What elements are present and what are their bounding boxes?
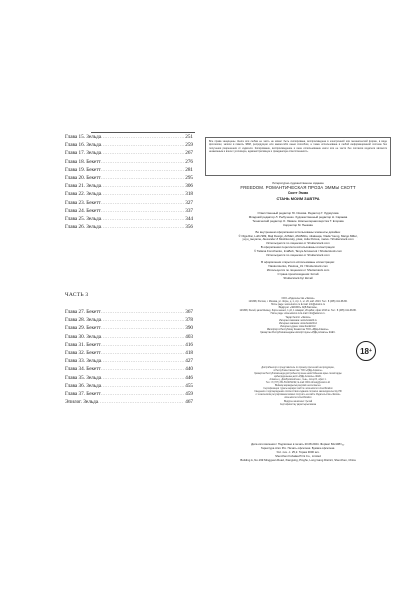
distribution-small-print — [205, 367, 391, 407]
toc-entry: Глава 27. Бекетт ..... 367 — [65, 308, 193, 316]
part-heading: ЧАСТЬ 3 — [65, 292, 89, 298]
toc-entry: Глава 22. Зельда ..... 318 — [65, 190, 193, 198]
toc-entry: Глава 32. Бекетт ..... 418 — [65, 349, 193, 357]
author-name: Скотт Эмма — [287, 190, 309, 195]
toc-entry: Глава 33. Зельда ..... 427 — [65, 357, 193, 365]
credit-line: © Olga Rai, Lutfi.r999, Maji Design, ArtMari, AM-Biblio, nikalauqa, Vlada Young, Margo Miller, — [238, 233, 358, 238]
credit-line: Во внутреннем оформлении использованы элементы дизайна: — [255, 229, 341, 234]
small-print-line: www.eksmo.ru/certification — [284, 397, 312, 400]
small-print-line: Сведения о подтверждении соответствия издания согласно законодательству РФ — [254, 391, 342, 394]
toc-entry: Глава 19. Бекетт ..... 281 — [65, 166, 193, 174]
toc-entry: Глава 25. Зельда ..... 344 — [65, 215, 193, 223]
toc-list-part3 — [65, 308, 193, 406]
toc-entry: Глава 34. Бекетт ..... 440 — [65, 365, 193, 373]
credits-block — [205, 212, 391, 281]
toc-entry: Эпилог. Зельда ..... 467 — [65, 398, 193, 406]
toc-entry: Глава 30. Зельда ..... 403 — [65, 333, 193, 341]
small-print-line: Өнімнің жарамдылық мерзімі шектелмеген. — [274, 385, 322, 388]
book-title: СТАНЬ МОИМ ЗАВТРА — [276, 195, 320, 201]
publisher-line: Тауар белгісі: «Эксмо» — [285, 315, 311, 319]
toc-entry: Глава 36. Зельда ..... 455 — [65, 382, 193, 390]
credit-line: Страна происхождения: Китай — [277, 271, 319, 276]
credit-line: © Tatiana Fomchenko, ImaBob, Tanya Antusenok / Shutterstock.com — [254, 249, 342, 254]
publisher-line: Импортёр в Республику Казахстан ТОО «РДЦ-Алматы». — [266, 327, 330, 331]
title-imprint — [205, 180, 391, 201]
credit-line: yuyu_taoyame, Alexander Z Moshkovsky, pisai, Julia Polova, matve / Shutterstock.com — [242, 237, 354, 242]
series-title: FREEDOM. РОМАНТИЧЕСКАЯ ПРОЗА ЭММЫ СКОТТ — [240, 185, 356, 190]
small-print-line: в Республике Казахстан: ТОО «РДЦ-Алматы» — [273, 370, 323, 373]
credit-line: Уlaskorotenko, Pavlova_31 / Shutterstock.com — [268, 263, 328, 268]
toc-entry: Глава 35. Зельда ..... 446 — [65, 374, 193, 382]
credit-line: Ответственный редактор Ю. Иохова. Редактор Г. Лудмухова — [257, 211, 339, 215]
credit-line: Shutterstock.by/ Китай — [283, 275, 313, 280]
toc-entry: Глава 26. Зельда ..... 356 — [65, 223, 193, 231]
credit-line: Технический редактор О. Лёвкин. Компьютерная верстка Т. Егорова — [252, 218, 344, 223]
small-print-line: Дистрибьютор и представитель по приему претензий на продукцию, — [261, 367, 335, 369]
toc-entry: Глава 37. Бекетт ..... 459 — [65, 390, 193, 398]
copyright-notice-box: Все права защищены. Книга или любая ее часть не может быть скопирована, воспроизведена в электронной или механической форме, в виде фотокопии, записи в память ЭВМ, репродукции или каким-либо иным способом, а также использована в любой информационной системе без получения разрешения от издателя. Копирование, воспроизведение и иное использование книги или ее части без согласия издателя является незаконным и влечет уголовную, административную и гражданскую ответственность. — [205, 137, 391, 176]
credit-line: В оформлении открытого использованы иллюстрации: — [261, 259, 335, 264]
publisher-line: Home page: www.eksmo.ru E-mail: info@eksmo.ru — [270, 303, 326, 307]
age-rating-badge: 18 + — [356, 341, 376, 361]
small-print-line: о техническом регулировании можно получить на сайте Издательства «Эксмо» — [255, 394, 341, 397]
toc-list-part2 — [65, 133, 193, 231]
print-line: Гарнитура Anro Pro. Печать офсетная. Бумага офсетная. — [260, 445, 336, 450]
toc-entry: Глава 29. Бекетт ..... 390 — [65, 324, 193, 332]
publisher-line: 123308, Россия, г. Москва, ул. Зорге, д. 1, стр. 1, эт. 20, каб. 2013. Тел.: 8 (495) 411-68-86. — [248, 300, 348, 304]
toc-entry: Глава 28. Зельда ..... 378 — [65, 316, 193, 324]
credit-line: Используются по лицензии от Shutterstock.com — [266, 253, 330, 258]
genre-line: Литературно-художественное издание — [272, 181, 324, 185]
publisher-line: Home page: www.eksmo.ru E-mail: info@eksmo.ru. — [270, 312, 326, 316]
publisher-line: Интернет-магазин: www.book24.ru — [279, 318, 317, 322]
toc-entry: Глава 24. Бекетт ..... 337 — [65, 207, 193, 215]
credit-line: Используется по лицензии от Shutterstock.com — [266, 267, 330, 272]
toc-entry: Глава 31. Бекетт ..... 416 — [65, 341, 193, 349]
small-print-line: Өндірген мемлекет: Қытай — [283, 400, 313, 403]
small-print-line: Тел.: 8 (727) 251-59-90/91/92; E-mail: RDC-Almaty@eksmo.kz — [265, 382, 331, 385]
print-line: Дата изготовления / Подписано в печать 20.08.2024. Формат 84x108¹/₃₂. — [251, 442, 345, 446]
print-line: Усл. печ. л. 25,2. Тираж 3000 экз. — [276, 449, 320, 454]
print-line: Building A, No.199 Mingguan Road, Xiangxing, Pinghu, Long Gang District, Shenzhen, China — [240, 457, 356, 462]
left-page-contents — [0, 0, 199, 600]
toc-entry: Глава 23. Бекетт ..... 327 — [65, 199, 193, 207]
small-print-line: Сертификаттау қарастырылмаған — [279, 403, 317, 406]
publisher-line: Интернет-дүкен: www.book24.kz — [280, 324, 316, 328]
toc-entry: Глава 20. Бекетт ..... 295 — [65, 174, 193, 182]
credit-line: Используются по лицензии от Shutterstock.com — [266, 241, 330, 246]
credit-line: Корректор М. Пыжова — [283, 222, 313, 227]
toc-entry: Глава 15. Зельда ..... 251 — [65, 133, 193, 141]
publisher-line: 123308, Ресей, қала Мәскеу, Зорге көшесі, 1 үй, 1 ғимарат, 20 қабат, офис 2013 ж. Тел.: 8 (495) 411-68-86. — [239, 309, 357, 313]
publisher-line: ООО «Издательство «Эксмо» — [281, 297, 315, 300]
small-print-line: Сертификация туралы ақпарат сайтта: www.eksmo.ru/certification — [263, 388, 333, 391]
publisher-line: Интернет-магазин: www.book24.kz — [278, 321, 317, 325]
publisher-line: Қазақстан Республикасындағы импорттаушы «РДЦ-Алматы» ЖШС. — [260, 331, 336, 335]
publisher-block — [205, 297, 391, 334]
credit-line: Младший редактор Л. Рыбученко. Художественный редактор Н. Сараева — [248, 214, 348, 219]
print-line: Shenzhen Fuhalaa Print Co., Limited — [275, 453, 321, 458]
toc-entry: Глава 21. Зельда ..... 306 — [65, 182, 193, 190]
credit-line: В оформлении переплета использованы иллюстрации: — [260, 245, 336, 250]
toc-entry: Глава 16. Зельда ..... 259 — [65, 141, 193, 149]
small-print-line: Алматы қ., Домбровский көш., 3«а», литер Б, офис 1. — [269, 379, 327, 382]
publisher-line: Өндіруші: «ЭКСМО» АҚБ Баспасы, — [278, 306, 318, 310]
print-details — [205, 443, 391, 463]
toc-entry: Глава 17. Зельда ..... 267 — [65, 149, 193, 157]
small-print-line: қабылдаушының өкілі «РДЦ-Алматы» ЖШС, — [274, 376, 322, 379]
toc-entry: Глава 18. Бекетт ..... 276 — [65, 158, 193, 166]
small-print-line: Қазақстан Республикасында дистрибьютор және өнім бойынша арыз-талаптарды — [254, 373, 342, 376]
